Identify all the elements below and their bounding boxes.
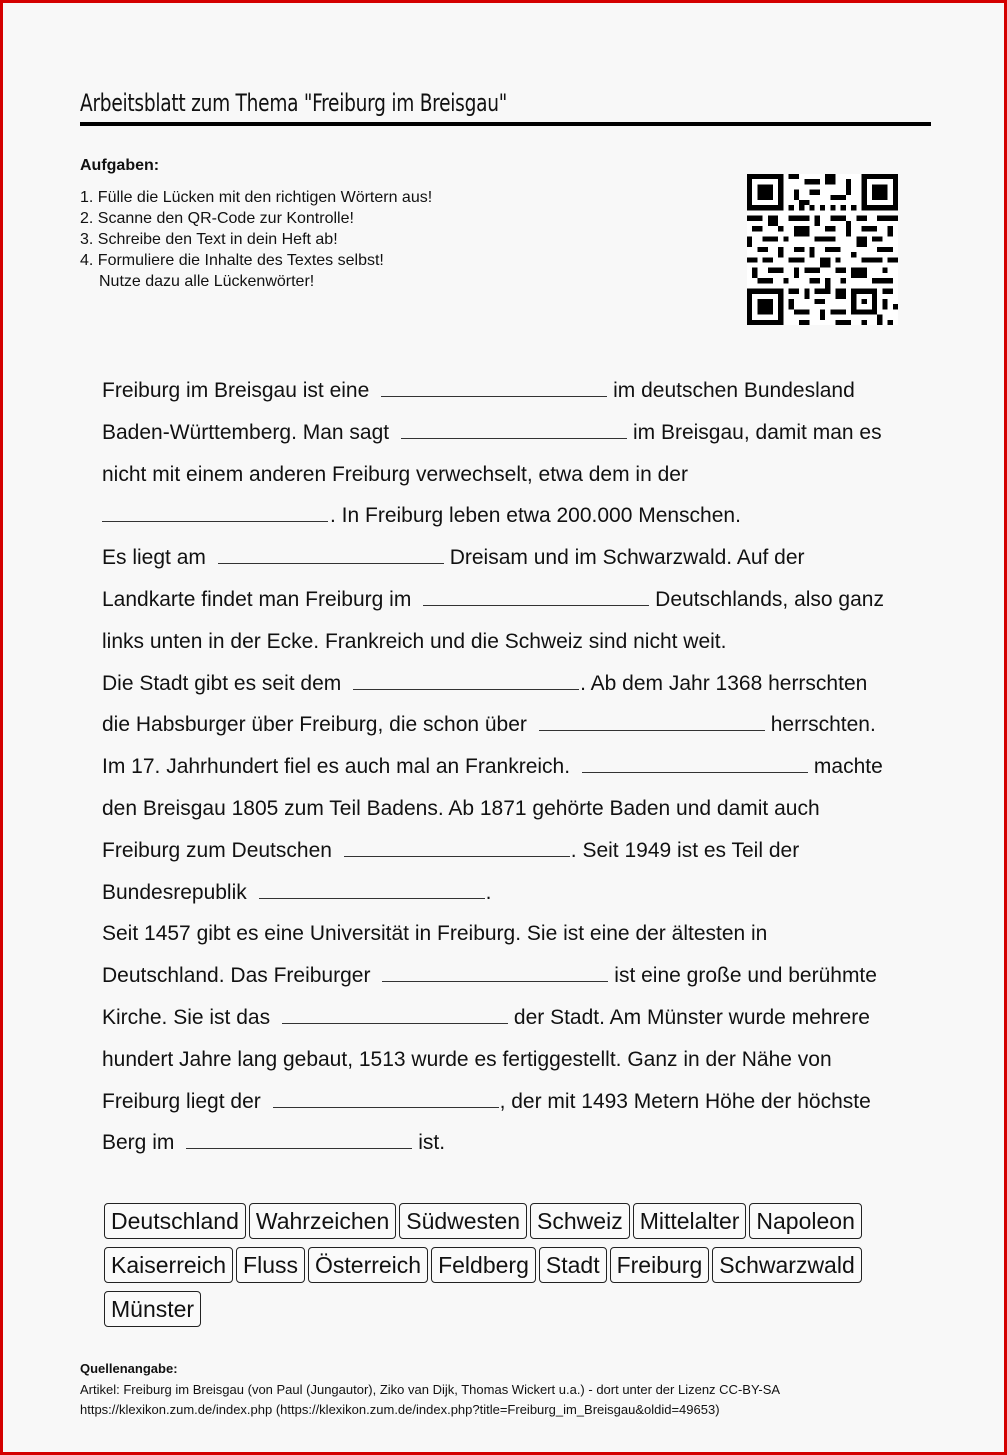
text-line: hundert Jahre lang gebaut, 1513 wurde es fertiggestellt. Ganz in der Nähe von [102,1047,832,1071]
word-bank [104,1203,904,1335]
gap-field[interactable] [423,589,649,606]
text-line: Kirche. Sie ist das der Stadt. Am Münster wurde mehrere [102,1005,870,1029]
word-bank-row [104,1247,904,1291]
text-line: Freiburg liegt der , der mit 1493 Metern Höhe der höchste [102,1089,871,1113]
text-line: Baden-Württemberg. Man sagt im Breisgau, damit man es [102,420,882,444]
word-chip[interactable]: Napoleon [749,1203,861,1239]
word-chip[interactable]: Wahrzeichen [249,1203,396,1239]
task-list [80,187,432,292]
text-line: . In Freiburg leben etwa 200.000 Menschen. [102,495,912,537]
gap-field[interactable] [186,1132,412,1149]
source-link[interactable]: https://klexikon.zum.de/index.php (https://klexikon.zum.de/index.php?title=Freiburg_im_Breisgau&oldid=49653) [80,1402,720,1417]
task-item: 1. Fülle die Lücken mit den richtigen Wörtern aus! [80,189,433,206]
text-line: die Habsburger über Freiburg, die schon über herrschten. [102,713,876,737]
text-line: den Breisgau 1805 zum Teil Badens. Ab 1871 gehörte Baden und damit auch [102,796,820,820]
qr-code-icon[interactable] [747,173,898,326]
gap-field[interactable] [218,547,444,564]
word-chip[interactable]: Kaiserreich [104,1247,233,1283]
text-line: Deutschland. Das Freiburger ist eine große und berühmte [102,964,877,988]
word-chip[interactable]: Österreich [308,1247,428,1283]
text-line: nicht mit einem anderen Freiburg verwechselt, etwa dem in der [102,462,688,486]
text-line: Seit 1457 gibt es eine Universität in Freiburg. Sie ist eine der ältesten in [102,922,768,946]
gap-field[interactable] [381,380,607,397]
word-chip[interactable]: Schwarzwald [712,1247,862,1283]
gap-field[interactable] [273,1091,499,1108]
gap-field[interactable] [539,714,765,731]
text-line: Im 17. Jahrhundert fiel es auch mal an Frankreich. machte [102,755,883,779]
word-chip[interactable]: Südwesten [399,1203,527,1239]
text-line: Berg im ist. [102,1131,446,1155]
cloze-text [102,370,912,1164]
text-line: Es liegt am Dreisam und im Schwarzwald. Auf der [102,546,805,570]
gap-field[interactable] [282,1007,508,1024]
word-bank-row [104,1203,904,1247]
text-line: links unten in der Ecke. Frankreich und die Schweiz sind nicht weit. [102,629,727,653]
task-item: 4. Formuliere die Inhalte des Textes selbst! [80,252,384,269]
source-heading: Quellenangabe: [80,1361,178,1376]
gap-field[interactable] [344,840,570,857]
word-bank-row [104,1291,904,1335]
text-line: Landkarte findet man Freiburg im Deutschlands, also ganz [102,587,884,611]
word-chip[interactable]: Feldberg [431,1247,536,1283]
task-item: 3. Schreibe den Text in dein Heft ab! [80,231,338,248]
word-chip[interactable]: Stadt [539,1247,607,1283]
text-line: Freiburg im Breisgau ist eine im deutschen Bundesland [102,379,855,402]
gap-field[interactable] [353,673,579,690]
task-item: 2. Scanne den QR-Code zur Kontrolle! [80,210,354,227]
text-line: Die Stadt gibt es seit dem . Ab dem Jahr 1368 herrschten [102,671,868,695]
word-chip[interactable]: Mittelalter [633,1203,747,1239]
task-item: Nutze dazu alle Lückenwörter! [99,273,315,290]
worksheet-title: Arbeitsblatt zum Thema "Freiburg im Breisgau" [80,89,508,117]
text-line: Bundesrepublik . [102,880,492,904]
gap-field[interactable] [401,422,627,439]
title-divider [80,122,931,126]
word-chip[interactable]: Freiburg [610,1247,710,1283]
gap-field[interactable] [259,882,485,899]
word-chip[interactable]: Deutschland [104,1203,246,1239]
source-text [80,1380,780,1420]
word-chip[interactable]: Schweiz [530,1203,630,1239]
word-chip[interactable]: Münster [104,1291,201,1327]
tasks-heading: Aufgaben: [80,157,160,174]
text-line: Freiburg zum Deutschen . Seit 1949 ist es Teil der [102,838,800,862]
gap-field[interactable] [382,965,608,982]
gap-field[interactable] [582,756,808,773]
gap-field[interactable] [102,505,328,522]
source-line: Artikel: Freiburg im Breisgau (von Paul (Jungautor), Ziko van Dijk, Thomas Wickert u.a.) - dort unter der Lizenz CC-BY-SA [80,1382,781,1397]
word-chip[interactable]: Fluss [236,1247,305,1283]
